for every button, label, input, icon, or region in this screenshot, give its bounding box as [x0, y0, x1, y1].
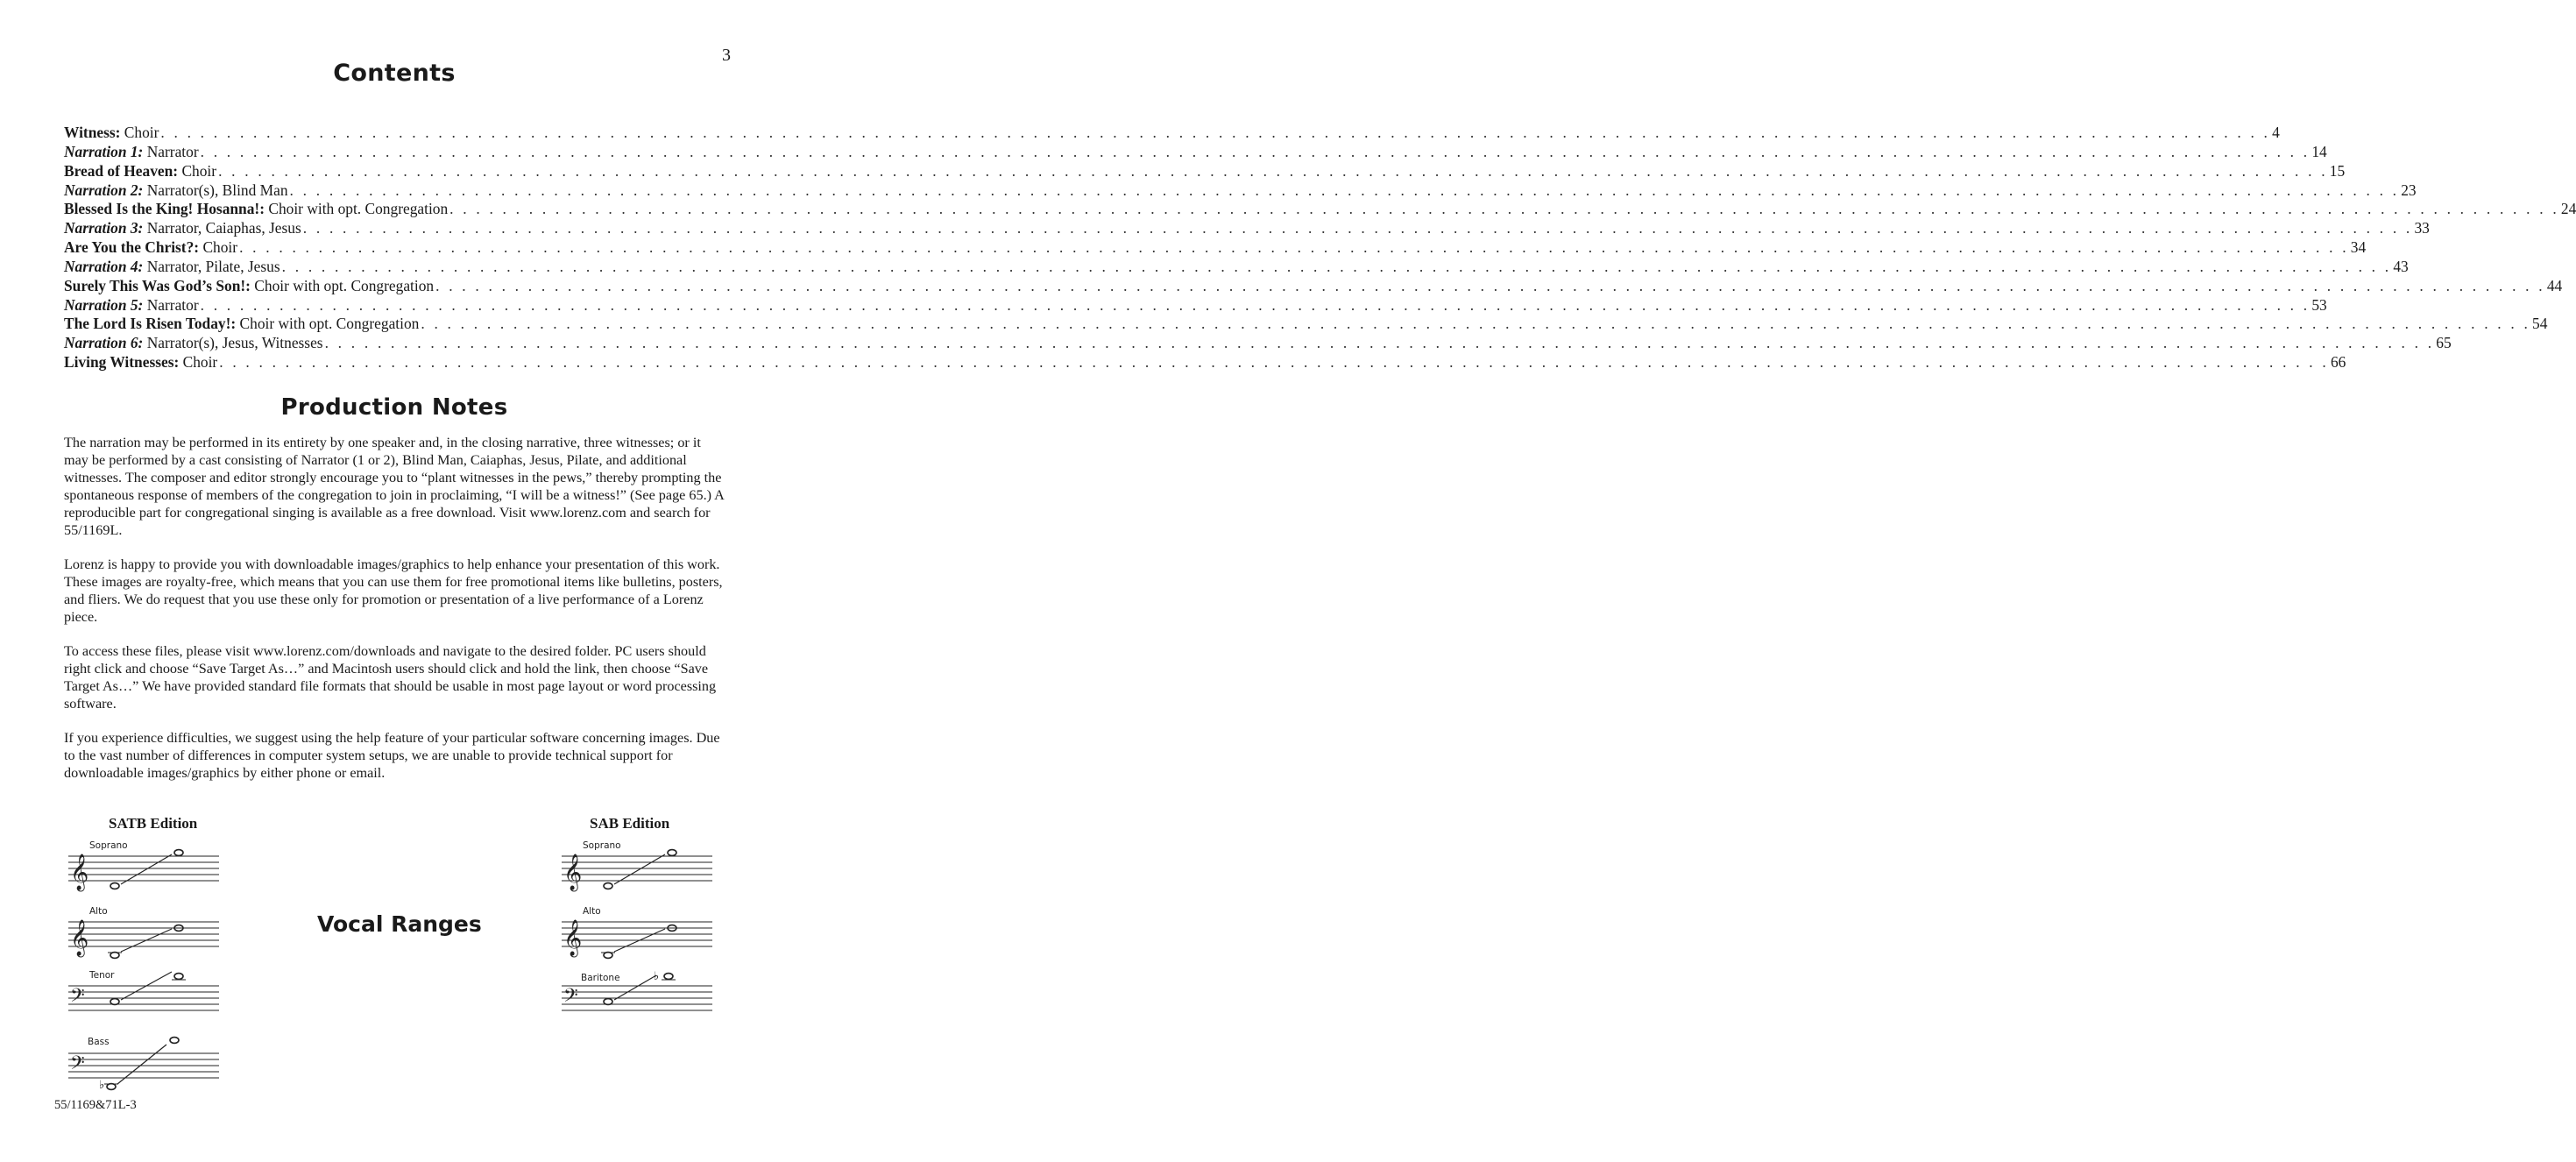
dot-leader: . . . . . . . . . . . . . . . . . . . . . . . . . . . . . . . . . . . . . . . . . . . . . . . . . . . . . . . . . . . . . . . . . . . . . . . . . . . . . . . . . . . . . . . . . . . . . . . . . . . . . . . . . . . . . . . . . . . . . . . . . . . . . . . . . . . . . . . . . . . . . . . . . . . . . . . . . . . . . . . .: [160, 124, 2271, 141]
contents-item-page: 43: [2393, 257, 2409, 275]
staff-alto-satb: [65, 903, 223, 964]
bass-clef-icon: 𝄢: [70, 1052, 85, 1079]
treble-clef-icon: 𝄞: [563, 854, 583, 890]
whole-note-high: [174, 850, 183, 856]
contents-item: [64, 353, 2346, 372]
contents-item-desc: Choir with opt. Congregation: [236, 315, 420, 333]
contents-item-page: 14: [2311, 142, 2327, 160]
contents-item-desc: Narrator(s), Blind Man: [143, 181, 288, 199]
contents-item-page: 66: [2330, 353, 2346, 372]
staff-bass-satb: [65, 1034, 223, 1095]
contents-item-desc: Narrator, Caiaphas, Jesus: [143, 219, 301, 237]
whole-note-high: [170, 1038, 179, 1044]
dot-leader: . . . . . . . . . . . . . . . . . . . . . . . . . . . . . . . . . . . . . . . . . . . . . . . . . . . . . . . . . . . . . . . . . . . . . . . . . . . . . . . . . . . . . . . . . . . . . . . . . . . . . . . . . . . . . . . . . . . . . . . . . . . . . . . . . . . . . . . . . . . . . . . . . . . . . . . . . . . . . . . .: [218, 161, 2328, 180]
whole-note-high: [668, 850, 676, 856]
contents-item: [64, 238, 2367, 258]
flat-icon: ♭: [654, 970, 660, 983]
contents-item-desc: Choir: [120, 124, 159, 141]
bass-clef-icon: 𝄢: [70, 985, 85, 1011]
staff-baritone-sab: [558, 967, 716, 1028]
whole-note-low: [110, 953, 119, 959]
voice-label: Tenor: [89, 970, 115, 981]
dot-leader: . . . . . . . . . . . . . . . . . . . . . . . . . . . . . . . . . . . . . . . . . . . . . . . . . . . . . . . . . . . . . . . . . . . . . . . . . . . . . . . . . . . . . . . . . . . . . . . . . . . . . . . . . . . . . . . . . . . . . . . . . . . . . . . . . . . . . . . . . . . . . . . . . . . . . . . . . . . . . . . .: [324, 334, 2435, 352]
contents-item-page: 4: [2272, 124, 2280, 141]
treble-clef-icon: 𝄞: [563, 920, 583, 956]
contents-item-desc: Choir: [199, 238, 238, 257]
staff-tenor-satb: [65, 967, 223, 1028]
sab-edition-label: SAB Edition: [590, 815, 670, 832]
voice-label: Soprano: [89, 840, 128, 851]
dot-leader: . . . . . . . . . . . . . . . . . . . . . . . . . . . . . . . . . . . . . . . . . . . . . . . . . . . . . . . . . . . . . . . . . . . . . . . . . . . . . . . . . . . . . . . . . . . . . . . . . . . . . . . . . . . . . . . . . . . . . . . . . . . . . . . . . . . . . . . . . . . . . . . . . . . . . . . . . . . . . . . .: [289, 181, 2400, 199]
dot-leader: . . . . . . . . . . . . . . . . . . . . . . . . . . . . . . . . . . . . . . . . . . . . . . . . . . . . . . . . . . . . . . . . . . . . . . . . . . . . . . . . . . . . . . . . . . . . . . . . . . . . . . . . . . . . . . . . . . . . . . . . . . . . . . . . . . . . . . . . . . . . . . . . . . . . . . . . . . . . . . . .: [281, 257, 2392, 275]
contents-item: [64, 142, 2327, 162]
contents-item-title: The Lord Is Risen Today!:: [64, 315, 237, 333]
contents-item-title: Witness:: [64, 124, 121, 141]
contents-item-title: Narration 4:: [64, 257, 144, 275]
whole-note-high: [664, 974, 673, 980]
contents-item-title: Bread of Heaven:: [64, 161, 179, 180]
contents-item: [64, 276, 2563, 296]
bass-clef-icon: 𝄢: [563, 985, 578, 1011]
dot-leader: . . . . . . . . . . . . . . . . . . . . . . . . . . . . . . . . . . . . . . . . . . . . . . . . . . . . . . . . . . . . . . . . . . . . . . . . . . . . . . . . . . . . . . . . . . . . . . . . . . . . . . . . . . . . . . . . . . . . . . . . . . . . . . . . . . . . . . . . . . . . . . . . . . . . . . . . . . . . . . . .: [421, 315, 2531, 333]
contents-item-title: Narration 1:: [64, 142, 144, 160]
contents-item: [64, 161, 2346, 181]
dot-leader: . . . . . . . . . . . . . . . . . . . . . . . . . . . . . . . . . . . . . . . . . . . . . . . . . . . . . . . . . . . . . . . . . . . . . . . . . . . . . . . . . . . . . . . . . . . . . . . . . . . . . . . . . . . . . . . . . . . . . . . . . . . . . . . . . . . . . . . . . . . . . . . . . . . . . . . . . . . . . . . .: [449, 200, 2559, 218]
voice-label: Bass: [88, 1037, 110, 1047]
whole-note-low: [110, 999, 119, 1005]
flat-icon: ♭: [99, 1079, 105, 1092]
treble-clef-icon: 𝄞: [70, 920, 89, 956]
voice-label: Alto: [583, 906, 601, 917]
production-notes-title: Production Notes: [280, 394, 508, 421]
contents-item-page: 34: [2350, 238, 2367, 257]
contents-item-desc: Narrator: [143, 142, 199, 160]
contents-item-title: Narration 5:: [64, 295, 144, 314]
whole-note-low: [107, 1084, 116, 1090]
contents-item: [64, 315, 2548, 334]
dot-leader: . . . . . . . . . . . . . . . . . . . . . . . . . . . . . . . . . . . . . . . . . . . . . . . . . . . . . . . . . . . . . . . . . . . . . . . . . . . . . . . . . . . . . . . . . . . . . . . . . . . . . . . . . . . . . . . . . . . . . . . . . . . . . . . . . . . . . . . . . . . . . . . . . . . . . . . . . . . . . . . .: [239, 238, 2349, 257]
vocal-ranges-title: Vocal Ranges: [317, 911, 482, 937]
treble-clef-icon: 𝄞: [70, 854, 89, 890]
contents-item: [64, 295, 2327, 315]
staff-alto-sab: [558, 903, 716, 964]
voice-label: Baritone: [581, 973, 620, 983]
contents-item-desc: Narrator(s), Jesus, Witnesses: [143, 334, 323, 352]
contents-item-desc: Narrator: [143, 295, 199, 314]
contents-item-title: Living Witnesses:: [64, 353, 180, 372]
voice-label: Soprano: [583, 840, 621, 851]
contents-item-desc: Narrator, Pilate, Jesus: [143, 257, 280, 275]
dot-leader: . . . . . . . . . . . . . . . . . . . . . . . . . . . . . . . . . . . . . . . . . . . . . . . . . . . . . . . . . . . . . . . . . . . . . . . . . . . . . . . . . . . . . . . . . . . . . . . . . . . . . . . . . . . . . . . . . . . . . . . . . . . . . . . . . . . . . . . . . . . . . . . . . . . . . . . . . . . . . . . .: [200, 295, 2311, 314]
satb-edition-label: SATB Edition: [109, 815, 198, 832]
contents-item: [64, 181, 2417, 201]
contents-item-title: Are You the Christ?:: [64, 238, 200, 257]
contents-item-title: Narration 2:: [64, 181, 144, 199]
notes-paragraph: If you experience difficulties, we suggest using the help feature of your particular software concerning images. Due to the vast number of differences in computer system setups, we are unable to provide technical support for downloadable images/graphics by either phone or email.: [64, 730, 720, 781]
contents-item-page: 23: [2401, 181, 2417, 199]
contents-item-title: Blessed Is the King! Hosanna!:: [64, 200, 265, 218]
contents-item-title: Narration 6:: [64, 334, 144, 352]
notes-paragraph: To access these files, please visit www.lorenz.com/downloads and navigate to the desired folder. PC users should right click and choose “Save Target As…” and Macintosh users should click and hold the link, then choose “Save Target As…” We have provided standard file formats that should be usable in most page layout or word processing software.: [64, 643, 717, 712]
dot-leader: . . . . . . . . . . . . . . . . . . . . . . . . . . . . . . . . . . . . . . . . . . . . . . . . . . . . . . . . . . . . . . . . . . . . . . . . . . . . . . . . . . . . . . . . . . . . . . . . . . . . . . . . . . . . . . . . . . . . . . . . . . . . . . . . . . . . . . . . . . . . . . . . . . . . . . . . . . . . . . . .: [219, 353, 2329, 372]
staff-soprano-satb: [65, 837, 223, 898]
contents-item: [64, 219, 2430, 238]
production-notes: [64, 434, 725, 798]
page-number: 3: [722, 46, 731, 65]
whole-note-low: [110, 883, 119, 889]
whole-note-high: [174, 974, 183, 980]
notes-paragraph: Lorenz is happy to provide you with downloadable images/graphics to help enhance your presentation of this work. These images are royalty-free, which means that you can use them for free promotional items like bulletins, posters, and fliers. We do request that you use these only for promotion or presentation of a live performance of a Lorenz piece.: [64, 556, 723, 625]
footer-code: 55/1169&71L-3: [54, 1098, 137, 1112]
contents-title: Contents: [333, 60, 456, 87]
contents-item-page: 24: [2560, 200, 2576, 218]
voice-label: Alto: [89, 906, 108, 917]
contents-item: [64, 334, 2452, 353]
contents-item-desc: Choir: [179, 353, 218, 372]
contents-item-page: 15: [2329, 161, 2346, 180]
contents-item-title: Surely This Was God’s Son!:: [64, 276, 251, 294]
contents-item-desc: Choir: [178, 161, 217, 180]
contents-item-page: 33: [2414, 219, 2430, 237]
whole-note-low: [604, 883, 612, 889]
dot-leader: . . . . . . . . . . . . . . . . . . . . . . . . . . . . . . . . . . . . . . . . . . . . . . . . . . . . . . . . . . . . . . . . . . . . . . . . . . . . . . . . . . . . . . . . . . . . . . . . . . . . . . . . . . . . . . . . . . . . . . . . . . . . . . . . . . . . . . . . . . . . . . . . . . . . . . . . . . . . . . . .: [302, 219, 2413, 237]
whole-note-low: [604, 953, 612, 959]
contents-item-desc: Choir with opt. Congregation: [265, 200, 449, 218]
dot-leader: . . . . . . . . . . . . . . . . . . . . . . . . . . . . . . . . . . . . . . . . . . . . . . . . . . . . . . . . . . . . . . . . . . . . . . . . . . . . . . . . . . . . . . . . . . . . . . . . . . . . . . . . . . . . . . . . . . . . . . . . . . . . . . . . . . . . . . . . . . . . . . . . . . . . . . . . . . . . . . . .: [435, 276, 2545, 294]
contents-item-page: 54: [2532, 315, 2548, 333]
contents-item-title: Narration 3:: [64, 219, 144, 237]
contents-item: [64, 124, 2280, 143]
staff-soprano-sab: [558, 837, 716, 898]
contents-item-page: 44: [2546, 276, 2563, 294]
contents-item: [64, 200, 2576, 219]
contents-list: [64, 124, 2576, 372]
whole-note-low: [604, 999, 612, 1005]
dot-leader: . . . . . . . . . . . . . . . . . . . . . . . . . . . . . . . . . . . . . . . . . . . . . . . . . . . . . . . . . . . . . . . . . . . . . . . . . . . . . . . . . . . . . . . . . . . . . . . . . . . . . . . . . . . . . . . . . . . . . . . . . . . . . . . . . . . . . . . . . . . . . . . . . . . . . . . . . . . . . . . .: [200, 142, 2311, 160]
contents-item-desc: Choir with opt. Congregation: [250, 276, 435, 294]
contents-item-page: 53: [2311, 295, 2327, 314]
contents-item-page: 65: [2436, 334, 2452, 352]
contents-item: [64, 257, 2409, 277]
notes-paragraph: The narration may be performed in its entirety by one speaker and, in the closing narrative, three witnesses; or it may be performed by a cast consisting of Narrator (1 or 2), Blind Man, Caiaphas, Jesus, Pilate, and additional witnesses. The composer and editor strongly encourage you to “plant witnesses in the pews,” thereby prompting the spontaneous response of members of the congregation to join in proclaiming, “I will be a witness!” (See page 65.) A reproducible part for congregational singing is available as a free download. Visit www.lorenz.com and search for 55/1169L.: [64, 435, 724, 538]
